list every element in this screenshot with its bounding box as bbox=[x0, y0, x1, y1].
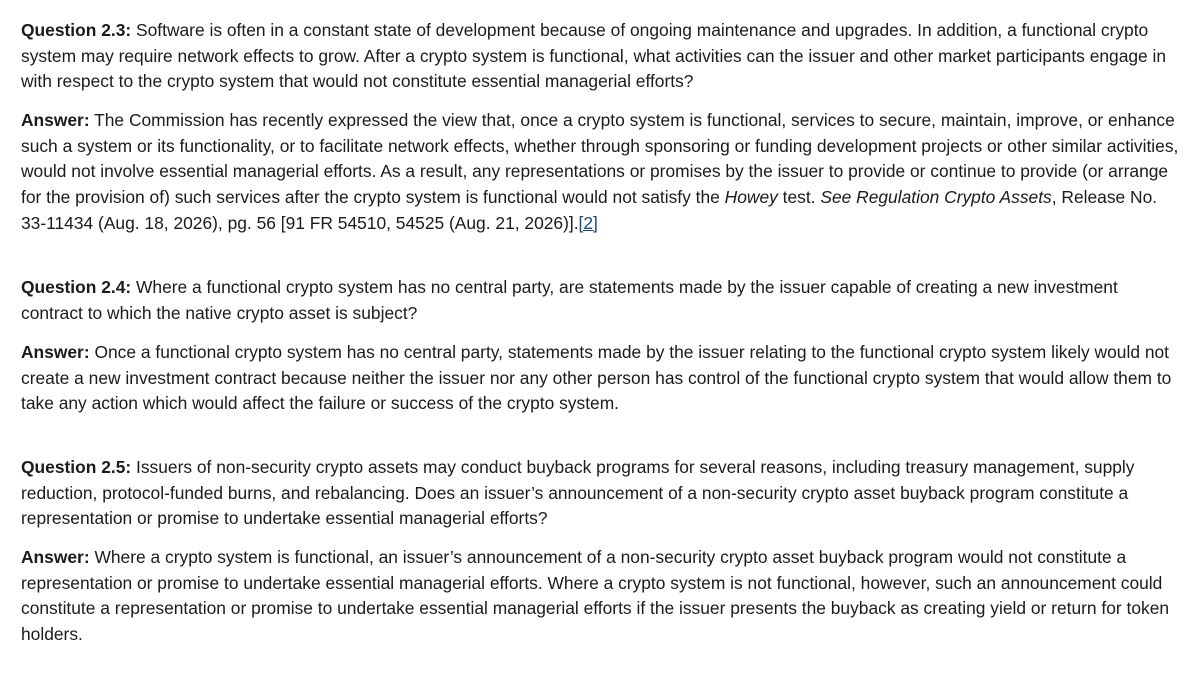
footnote-2-link[interactable]: [2] bbox=[578, 212, 598, 233]
answer-2-3 bbox=[21, 108, 1179, 237]
answer-2-4-label: Answer: bbox=[21, 342, 90, 362]
question-2-3-text: Software is often in a constant state of development because of ongoing maintenance and upgrades. In addition, a functional crypto system may require network effects to grow. After a crypto system is functional, what activities can the issuer and other market participants engage in with respect to the crypto system that would not constitute essential managerial efforts? bbox=[21, 20, 1167, 92]
answer-2-3-text-part1: The Commission has recently expressed the view that, once a crypto system is functional, services to secure, maintain, improve, or enhance such a system or its functionality, or to facilitate network effects, whether through sponsoring or funding development projects or other similar activities, would not involve essential managerial efforts. As a result, any representations or promises by the issuer to provide or continue to provide (or arrange for the provision of) such services after the crypto system is functional would not satisfy the bbox=[21, 110, 1179, 208]
question-2-5-label: Question 2.5: bbox=[21, 457, 132, 477]
question-2-3-label: Question 2.3: bbox=[21, 20, 132, 40]
answer-2-3-label: Answer: bbox=[21, 110, 90, 130]
answer-2-4 bbox=[21, 340, 1179, 417]
answer-2-5-label: Answer: bbox=[21, 547, 90, 567]
question-2-5-text: Issuers of non-security crypto assets may conduct buyback programs for several reasons, including treasury management, supply reduction, protocol-funded burns, and rebalancing. Does an issuer’s announcement of a non-security crypto asset buyback program constitute a representation or promise to undertake essential managerial efforts? bbox=[21, 457, 1135, 529]
see-regulation-citation: See Regulation Crypto Assets bbox=[820, 187, 1052, 208]
answer-2-5-text: Where a crypto system is functional, an issuer’s announcement of a non-security crypto asset buyback program would not constitute a representation or promise to undertake essential managerial efforts. Where a crypto system is not functional, however, such an announcement could constitute a representation or promise to undertake essential managerial efforts if the issuer presents the buyback as creating yield or return for token holders. bbox=[21, 547, 1170, 645]
answer-2-3-text-part3: , Release No. 33-11434 (Aug. 18, 2026), pg. 56 [91 FR 54510, 54525 (Aug. 21, 2026)]. bbox=[21, 187, 1158, 233]
question-2-4 bbox=[21, 275, 1179, 326]
answer-2-4-text: Once a functional crypto system has no central party, statements made by the issuer relating to the functional crypto system likely would not create a new investment contract because neither the issuer nor any other person has control of the functional crypto system that would allow them to take any action which would affect the failure or success of the crypto system. bbox=[21, 342, 1172, 414]
question-2-4-label: Question 2.4: bbox=[21, 277, 132, 297]
question-2-4-text: Where a functional crypto system has no central party, are statements made by the issuer capable of creating a new investment contract to which the native crypto asset is subject? bbox=[21, 277, 1118, 323]
answer-2-3-text-part2: test. bbox=[777, 187, 821, 208]
question-2-5 bbox=[21, 455, 1179, 532]
answer-2-5 bbox=[21, 545, 1179, 648]
howey-term: Howey bbox=[724, 187, 778, 208]
question-2-3 bbox=[21, 18, 1179, 95]
